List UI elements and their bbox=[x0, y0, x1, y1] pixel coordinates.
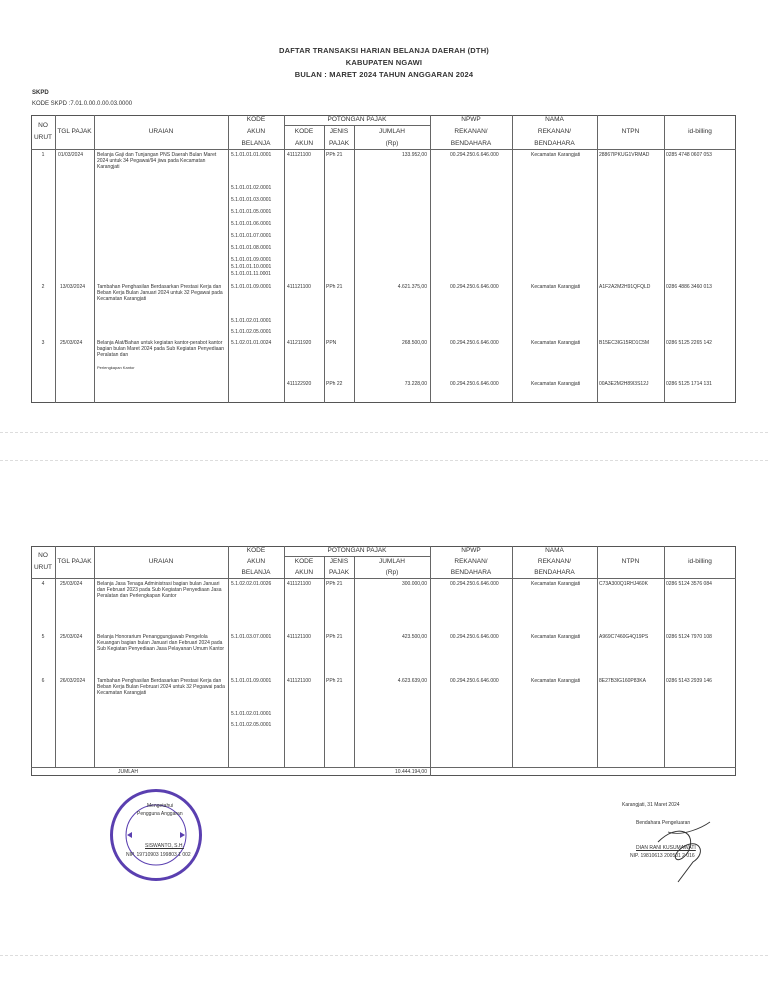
hdr-urut: URUT bbox=[33, 564, 53, 571]
table-2-header-divider bbox=[31, 578, 736, 579]
hdr-pajak: PAJAK bbox=[328, 569, 350, 576]
row-pot-kode: 411121100 bbox=[287, 152, 311, 158]
row-no: 3 bbox=[41, 340, 45, 346]
hdr-kode: KODE bbox=[246, 547, 266, 554]
row-nama: Kecamatan Karangjati bbox=[531, 284, 581, 290]
hdr-rekanan-2: REKANAN/ bbox=[537, 558, 572, 565]
extra-kode: 5.1.01.02.01.0001 bbox=[231, 711, 272, 717]
hdr-akun: AKUN bbox=[246, 128, 266, 135]
row-npwp: 00.294.250.6.646.000 bbox=[450, 678, 499, 684]
row-jenis: PPh 21 bbox=[326, 581, 343, 587]
row-jumlah: 73.228,00 bbox=[404, 381, 427, 387]
hdr-pajak: PAJAK bbox=[328, 140, 350, 147]
row-kode: 5.1.01.01.01.0001 bbox=[231, 152, 272, 158]
table-1-header-divider bbox=[31, 149, 736, 150]
page-fold-line bbox=[0, 955, 768, 956]
row-uraian-small: Perlengkapan Kantor bbox=[97, 365, 135, 370]
row-nama: Kecamatan Karangjati bbox=[531, 678, 581, 684]
hdr-bendahara-2: BENDAHARA bbox=[534, 569, 575, 576]
extra-kode: 5.1.01.02.01.0001 bbox=[231, 318, 272, 324]
row-kode: 5.1.02.01.01.0024 bbox=[231, 340, 272, 346]
row-idbilling: 0286 5143 2939 146 bbox=[666, 678, 712, 684]
row-jumlah: 4.621.375,00 bbox=[397, 284, 427, 290]
row-ntpn: C73A300Q1RHJ460K bbox=[599, 581, 648, 587]
hdr-urut: URUT bbox=[33, 134, 53, 141]
row-idbilling: 0286 5124 7970 108 bbox=[666, 634, 712, 640]
hdr-potongan: POTONGAN PAJAK bbox=[327, 116, 387, 123]
row-npwp: 00.294.250.6.646.000 bbox=[450, 634, 499, 640]
row-npwp: 00.294.250.6.646.000 bbox=[450, 581, 499, 587]
row-pot-kode: 411211920 bbox=[287, 340, 312, 346]
left-title1: Mengetahui bbox=[147, 803, 174, 809]
row-idbilling: 0286 5125 2265 142 bbox=[666, 340, 712, 346]
row-tgl: 01/03/2024 bbox=[58, 152, 84, 158]
hdr-jenis: JENIS bbox=[329, 128, 349, 135]
row-nama: Kecamatan Karangjati bbox=[531, 581, 581, 587]
hdr-rp: (Rp) bbox=[385, 140, 399, 147]
extra-kode: 5.1.01.01.11.0001 bbox=[231, 271, 271, 277]
extra-kode: 5.1.01.01.05.0001 bbox=[231, 209, 272, 215]
row-tgl: 25/03/024 bbox=[60, 634, 83, 640]
row-uraian: Tambahan Penghasilan Berdasarkan Prestasi Kerja dan Beban Kerja Bulan Januari 2024 untuk 32 Pegawai pada Kecamatan Karangjati bbox=[97, 284, 223, 302]
hdr-tgl: TGL PAJAK bbox=[57, 558, 92, 565]
kode-skpd: KODE SKPD :7.01.0.00.0.00.03.0000 bbox=[32, 101, 133, 107]
extra-kode: 5.1.01.01.07.0001 bbox=[231, 233, 272, 239]
hdr-bendahara: BENDAHARA bbox=[450, 140, 492, 147]
hdr-nama: NAMA bbox=[545, 547, 564, 554]
row-tgl: 25/03/024 bbox=[60, 340, 83, 346]
hdr-potongan: POTONGAN PAJAK bbox=[327, 547, 387, 554]
hdr-pot-kode: KODE bbox=[294, 128, 314, 135]
hdr-ntpn: NTPN bbox=[621, 558, 640, 565]
page-fold-line bbox=[0, 460, 768, 461]
right-name: DIAN RANI KUSUMAWATI bbox=[636, 845, 696, 851]
row-uraian: Tambahan Penghasilan Berdasarkan Prestasi Kerja dan Beban Kerja Bulan Februari 2024 untuk 32 Pegawai pada Kecamatan Karangjati bbox=[97, 678, 225, 696]
row-ntpn: 28867IPKUG1VRMAD bbox=[599, 152, 650, 158]
row-kode: 5.1.01.01.09.0001 bbox=[231, 284, 272, 290]
hdr-uraian: URAIAN bbox=[148, 558, 174, 565]
extra-kode: 5.1.01.01.09.0001 bbox=[231, 257, 272, 263]
row-pot-kode: 411122920 bbox=[287, 381, 312, 387]
row-ntpn: A969C7460G4Q19PS bbox=[599, 634, 649, 640]
hdr-npwp: NPWP bbox=[461, 547, 481, 554]
hdr-npwp: NPWP bbox=[461, 116, 481, 123]
row-tgl: 26/03/2024 bbox=[60, 678, 86, 684]
row-tgl: 13/03/2024 bbox=[60, 284, 86, 290]
right-nip: NIP. 19810613 200501 2 016 bbox=[630, 853, 695, 859]
hdr-bendahara-2: BENDAHARA bbox=[534, 140, 575, 147]
row-pot-kode: 411121100 bbox=[287, 634, 311, 640]
document-subtitle-period: BULAN : MARET 2024 TAHUN ANGGARAN 2024 bbox=[294, 70, 474, 79]
row-uraian: Belanja Gaji dan Tunjangan PNS Daerah Bulan Maret 2024 untuk 34 Pegawai/94 jiwa pada Kecamatan Karangjati bbox=[97, 152, 217, 170]
left-nip: NIP. 19710903 199803 1 002 bbox=[126, 852, 191, 858]
hdr-jumlah: JUMLAH bbox=[378, 558, 405, 565]
total-value: 10.444.194,00 bbox=[395, 769, 427, 775]
page-fold-line bbox=[0, 432, 768, 433]
hdr-akun: AKUN bbox=[246, 558, 266, 565]
row-uraian: Belanja Honorarium Penanggungjawab Pengelola Keuangan bagian bulan Januari dan Februari 2024 pada Sub Kegiatan Penyediaan Jasa Pelayanan Umum Kantor bbox=[97, 634, 225, 652]
hdr-idbilling: id-billing bbox=[688, 558, 712, 565]
row-pot-kode: 411121100 bbox=[287, 581, 311, 587]
hdr-rekanan: REKANAN/ bbox=[454, 558, 488, 565]
row-jenis: PPN bbox=[326, 340, 337, 346]
document-title: DAFTAR TRANSAKSI HARIAN BELANJA DAERAH (DTH) bbox=[278, 46, 490, 55]
row-jumlah: 4.623.639,00 bbox=[397, 678, 427, 684]
row-jumlah: 423.500,00 bbox=[401, 634, 427, 640]
extra-kode: 5.1.01.01.10.0001 bbox=[231, 264, 272, 270]
row-npwp: 00.294.250.6.646.000 bbox=[450, 284, 499, 290]
row-npwp: 00.294.250.6.646.000 bbox=[450, 381, 499, 387]
hdr-belanja: BELANJA bbox=[241, 140, 271, 147]
row-no: 4 bbox=[41, 581, 45, 587]
hdr-idbilling: id-billing bbox=[688, 128, 712, 135]
row-no: 1 bbox=[41, 152, 45, 158]
hdr-nama: NAMA bbox=[545, 116, 564, 123]
row-jenis: PPh 21 bbox=[326, 678, 343, 684]
row-ntpn: 8E27B3IG160P83KA bbox=[599, 678, 646, 684]
hdr-rekanan-2: REKANAN/ bbox=[537, 128, 572, 135]
hdr-tgl: TGL PAJAK bbox=[57, 128, 92, 135]
hdr-no: NO bbox=[38, 122, 48, 129]
hdr-uraian: URAIAN bbox=[148, 128, 174, 135]
left-name: SISWANTO, S.H. bbox=[145, 843, 184, 849]
extra-kode: 5.1.01.02.05.0001 bbox=[231, 329, 272, 335]
hdr-rp: (Rp) bbox=[385, 569, 399, 576]
row-kode: 5.1.02.02.01.0026 bbox=[231, 581, 272, 587]
row-uraian: Belanja Alat/Bahan untuk kegiatan kantor-perabot kantor bagian bulan Maret 2024 pada Sub Kegiatan Penyediaan Peralatan dan bbox=[97, 340, 225, 358]
row-npwp: 00.294.250.6.646.000 bbox=[450, 152, 499, 158]
hdr-pot-akun: AKUN bbox=[294, 140, 314, 147]
hdr-pot-kode: KODE bbox=[294, 558, 314, 565]
row-npwp: 00.294.250.6.646.000 bbox=[450, 340, 499, 346]
row-idbilling: 0285 4748 0607 053 bbox=[666, 152, 712, 158]
place-date: Karangjati, 31 Maret 2024 bbox=[622, 802, 680, 808]
row-nama: Kecamatan Karangjati bbox=[531, 152, 581, 158]
hdr-jenis: JENIS bbox=[329, 558, 349, 565]
hdr-pot-akun: AKUN bbox=[294, 569, 314, 576]
row-kode: 5.1.01.03.07.0001 bbox=[231, 634, 272, 640]
row-ntpn: B15EC3IG15RD1C5M bbox=[599, 340, 650, 346]
row-kode: 5.1.01.01.09.0001 bbox=[231, 678, 272, 684]
row-jumlah: 268.500,00 bbox=[401, 340, 427, 346]
hdr-bendahara: BENDAHARA bbox=[450, 569, 492, 576]
row-nama: Kecamatan Karangjati bbox=[531, 634, 581, 640]
total-divider bbox=[31, 767, 736, 768]
extra-kode: 5.1.01.01.08.0001 bbox=[231, 245, 272, 251]
hdr-ntpn: NTPN bbox=[621, 128, 640, 135]
row-pot-kode: 411121100 bbox=[287, 678, 311, 684]
extra-kode: 5.1.01.01.03.0001 bbox=[231, 197, 272, 203]
row-no: 2 bbox=[41, 284, 45, 290]
row-jenis: PPh 21 bbox=[326, 634, 343, 640]
row-ntpn: 00A3E2M2H89I3S12J bbox=[599, 381, 649, 387]
document-subtitle-region: KABUPATEN NGAWI bbox=[345, 58, 423, 67]
left-title2: Pengguna Anggaran bbox=[137, 811, 183, 817]
hdr-no: NO bbox=[38, 552, 48, 559]
row-jenis: PPh 22 bbox=[326, 381, 343, 387]
extra-kode: 5.1.01.02.05.0001 bbox=[231, 722, 272, 728]
row-pot-kode: 411121100 bbox=[287, 284, 311, 290]
row-tgl: 25/03/024 bbox=[60, 581, 83, 587]
row-ntpn: A1F2A2M2H91QFQLD bbox=[599, 284, 651, 290]
row-jenis: PPh 21 bbox=[326, 284, 343, 290]
row-no: 5 bbox=[41, 634, 45, 640]
row-idbilling: 0286 4886 3460 013 bbox=[666, 284, 712, 290]
row-jenis: PPh 21 bbox=[326, 152, 343, 158]
total-label: JUMLAH bbox=[118, 769, 139, 775]
hdr-kode: KODE bbox=[246, 116, 266, 123]
row-nama: Kecamatan Karangjati bbox=[531, 381, 581, 387]
hdr-jumlah: JUMLAH bbox=[378, 128, 405, 135]
potongan-divider bbox=[284, 125, 430, 126]
extra-kode: 5.1.01.01.06.0001 bbox=[231, 221, 272, 227]
right-title: Bendahara Pengeluaran bbox=[636, 820, 691, 826]
row-idbilling: 0286 5125 1714 131 bbox=[666, 381, 712, 387]
hdr-rekanan: REKANAN/ bbox=[454, 128, 488, 135]
row-jumlah: 300.000,00 bbox=[401, 581, 427, 587]
row-idbilling: 0286 5124 3576 084 bbox=[666, 581, 712, 587]
row-no: 6 bbox=[41, 678, 45, 684]
row-nama: Kecamatan Karangjati bbox=[531, 340, 581, 346]
skpd-label: SKPD bbox=[32, 90, 49, 96]
extra-kode: 5.1.01.01.02.0001 bbox=[231, 185, 272, 191]
row-uraian: Belanja Jasa Tenaga Administrasi bagian bulan Januari dan Februari 2023 pada Sub Kegiatan Penyediaan Jasa Peralatan dan Perlengkapan Kantor bbox=[97, 581, 222, 599]
hdr-belanja: BELANJA bbox=[241, 569, 271, 576]
row-jumlah: 133.952,00 bbox=[401, 152, 427, 158]
